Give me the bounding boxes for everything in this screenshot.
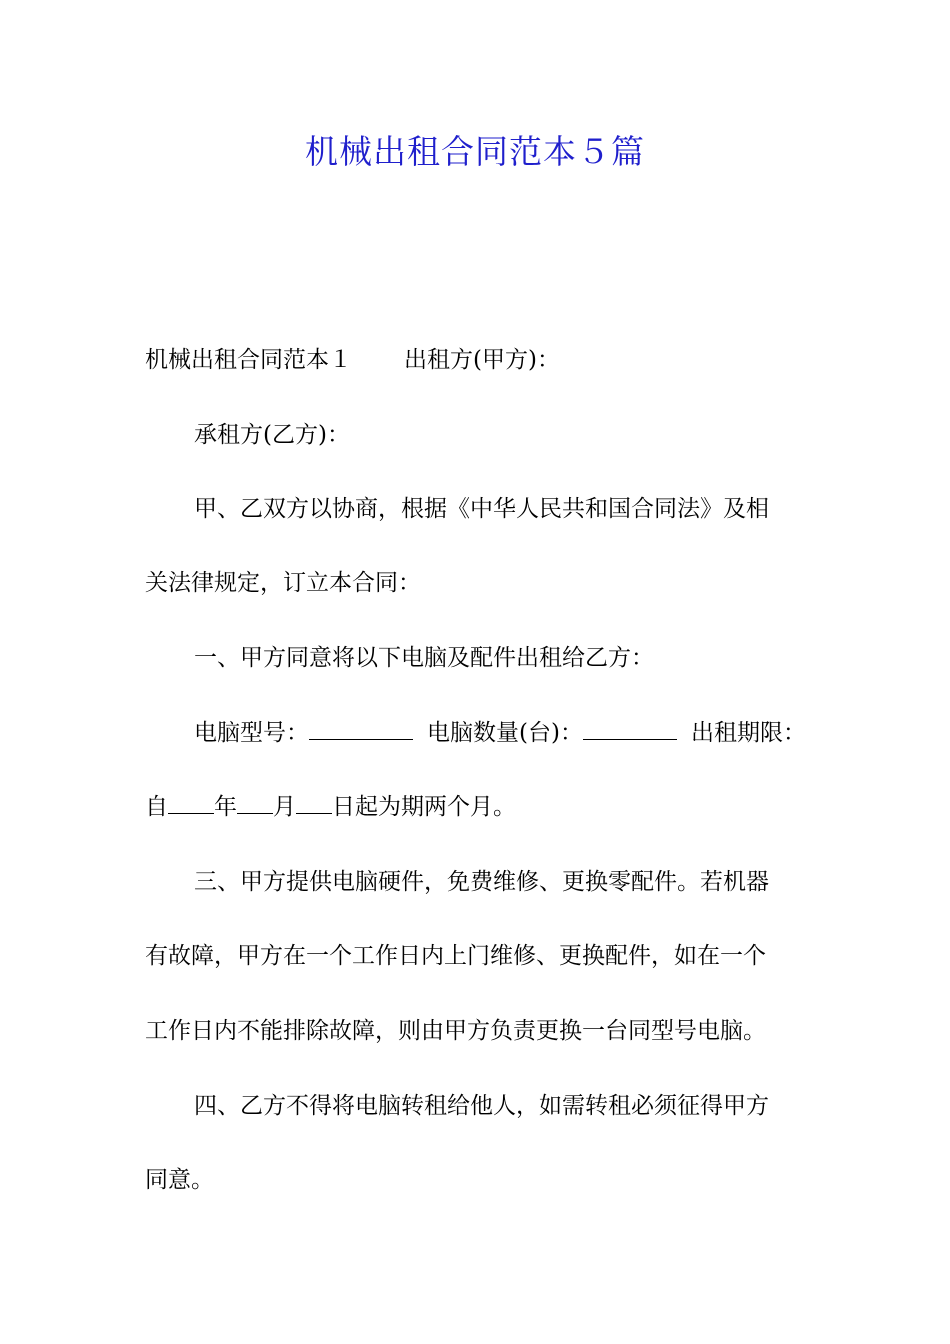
clause-1: 一、甲方同意将以下电脑及配件出租给乙方： <box>194 645 654 671</box>
document-title: 机械出租合同范本５篇 <box>305 132 645 171</box>
lease-term-label: 出租期限： <box>690 720 806 746</box>
day-text: 日起为期两个月。 <box>332 794 516 820</box>
intro-paragraph-line-1: 甲、乙双方以协商，根据《中华人民共和国合同法》及相 <box>194 496 769 522</box>
computer-model-blank <box>309 717 413 740</box>
clause-3-line-3: 工作日内不能排除故障，则由甲方负责更换一台同型号电脑。 <box>145 1018 766 1044</box>
date-from-text: 自 <box>145 794 168 820</box>
clause-4-line-2: 同意。 <box>145 1167 214 1193</box>
computer-model-label: 电脑型号： <box>194 720 309 746</box>
computer-details-line <box>194 715 814 751</box>
computer-qty-label: 电脑数量(台)： <box>427 720 583 746</box>
heading-line <box>145 342 815 378</box>
clause-3-line-2: 有故障，甲方在一个工作日内上门维修、更换配件，如在一个 <box>145 943 766 969</box>
clause-4-line-1: 四、乙方不得将电脑转租给他人，如需转租必须征得甲方 <box>194 1093 769 1119</box>
lease-date-line <box>145 789 815 825</box>
intro-paragraph-line-2: 关法律规定，订立本合同： <box>145 570 421 596</box>
lessee-label: 承租方(乙方)： <box>194 422 350 448</box>
lessor-label: 出租方(甲方)： <box>404 347 560 373</box>
clause-3-line-1: 三、甲方提供电脑硬件，免费维修、更换零配件。若机器 <box>194 869 769 895</box>
year-blank <box>168 791 214 814</box>
month-blank <box>237 791 273 814</box>
year-text: 年 <box>214 794 237 820</box>
section-heading: 机械出租合同范本１ <box>145 347 352 373</box>
computer-qty-blank <box>583 717 677 740</box>
month-text: 月 <box>273 794 296 820</box>
day-blank <box>296 791 332 814</box>
